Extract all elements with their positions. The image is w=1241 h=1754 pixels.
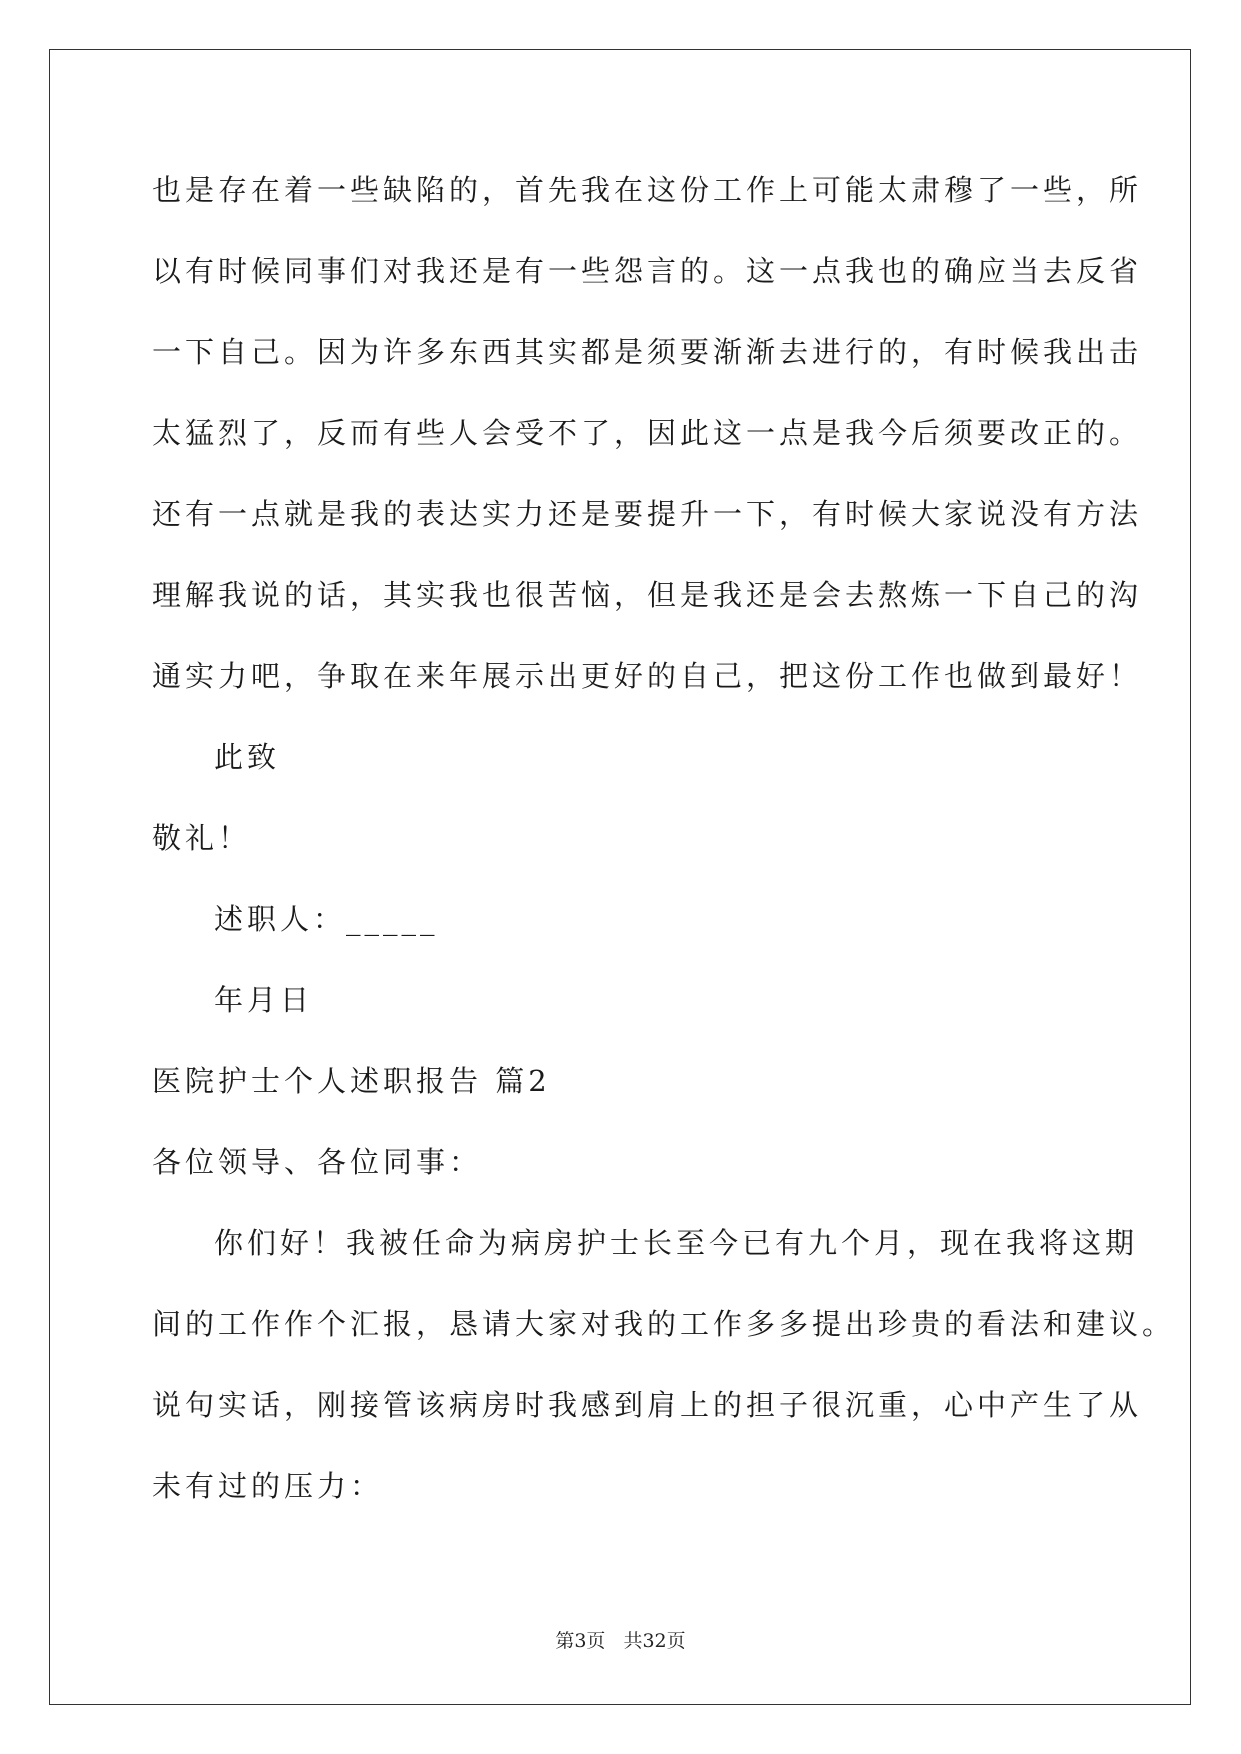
signer-line: 述职人：_____ bbox=[214, 902, 439, 936]
closing-line: 敬礼！ bbox=[152, 821, 252, 855]
page-footer bbox=[0, 1626, 1241, 1653]
section-title: 医院护士个人述职报告 篇2 bbox=[152, 1064, 551, 1098]
text-line: 说句实话，刚接管该病房时我感到肩上的担子很沉重，心中产生了从 bbox=[152, 1388, 1143, 1422]
text-line: 一下自己。因为许多东西其实都是须要渐渐去进行的，有时候我出击 bbox=[152, 335, 1143, 369]
page-number: 第3页 bbox=[555, 1630, 606, 1652]
text-line: 理解我说的话，其实我也很苦恼，但是我还是会去熬炼一下自己的沟 bbox=[152, 578, 1143, 612]
text-line: 间的工作作个汇报，恳请大家对我的工作多多提出珍贵的看法和建议。 bbox=[152, 1307, 1176, 1341]
text-line: 你们好！我被任命为病房护士长至今已有九个月，现在我将这期 bbox=[214, 1226, 1139, 1260]
closing-line: 此致 bbox=[214, 740, 281, 774]
date-line: 年月日 bbox=[214, 983, 314, 1017]
text-line: 以有时候同事们对我还是有一些怨言的。这一点我也的确应当去反省 bbox=[152, 254, 1143, 288]
text-line: 还有一点就是我的表达实力还是要提升一下，有时候大家说没有方法 bbox=[152, 497, 1143, 531]
page-total: 共32页 bbox=[623, 1630, 686, 1652]
salutation: 各位领导、各位同事： bbox=[152, 1145, 483, 1179]
text-line: 未有过的压力： bbox=[152, 1469, 384, 1503]
text-line: 也是存在着一些缺陷的，首先我在这份工作上可能太肃穆了一些，所 bbox=[152, 173, 1143, 207]
page-frame bbox=[49, 49, 1191, 1705]
text-line: 通实力吧，争取在来年展示出更好的自己，把这份工作也做到最好！ bbox=[152, 659, 1143, 693]
text-line: 太猛烈了，反而有些人会受不了，因此这一点是我今后须要改正的。 bbox=[152, 416, 1143, 450]
